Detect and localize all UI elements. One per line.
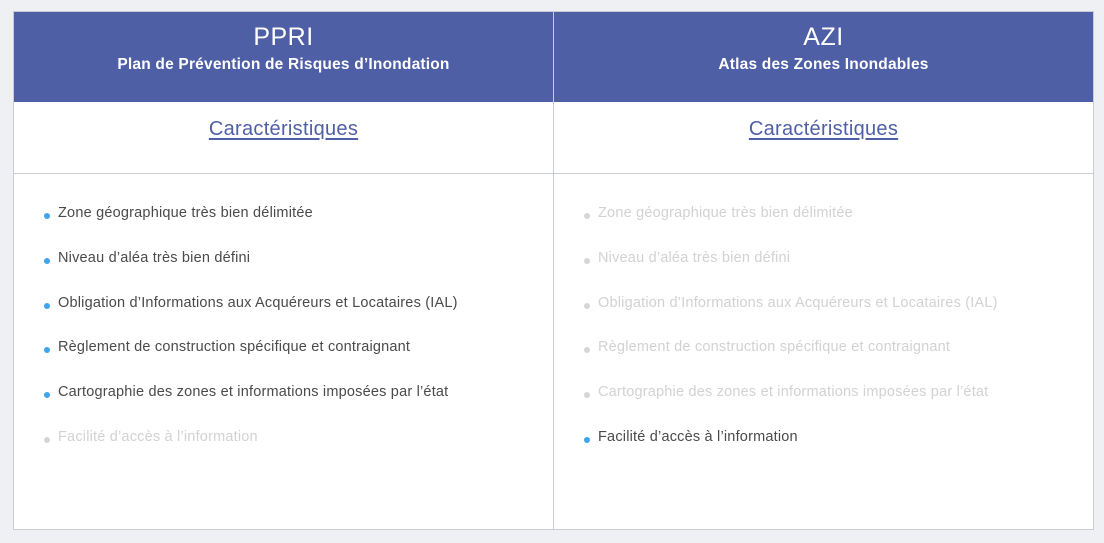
comparison-table	[13, 11, 1094, 530]
bullet-icon	[584, 258, 590, 264]
column-azi	[553, 12, 1093, 529]
feature-item	[44, 427, 553, 472]
feature-item	[584, 293, 1093, 338]
feature-label: Règlement de construction spécifique et contraignant	[598, 339, 951, 356]
feature-item	[584, 382, 1093, 427]
characteristics-link-ppri[interactable]: Caractéristiques	[208, 118, 359, 140]
feature-label: Facilité d’accès à l’information	[58, 428, 258, 445]
feature-item	[44, 248, 553, 293]
feature-label: Obligation d’Informations aux Acquéreurs et Locataires (IAL)	[58, 294, 458, 311]
feature-label: Cartographie des zones et informations imposées par l’état	[598, 384, 989, 401]
section-row	[14, 102, 553, 174]
feature-list-azi	[554, 174, 1093, 472]
bullet-icon	[44, 258, 50, 264]
bullet-icon	[584, 437, 590, 443]
feature-label: Zone géographique très bien délimitée	[598, 205, 853, 221]
bullet-icon	[584, 347, 590, 353]
feature-label: Règlement de construction spécifique et contraignant	[58, 339, 411, 356]
feature-label: Cartographie des zones et informations imposées par l’état	[58, 384, 449, 401]
feature-item	[44, 293, 553, 338]
feature-label: Niveau d’aléa très bien défini	[58, 249, 251, 266]
feature-item	[584, 248, 1093, 293]
column-title: AZI	[803, 23, 844, 51]
feature-item	[44, 203, 553, 248]
feature-label: Facilité d’accès à l’information	[598, 428, 798, 445]
bullet-icon	[44, 392, 50, 398]
bullet-icon	[44, 347, 50, 353]
feature-item	[584, 337, 1093, 382]
feature-label: Obligation d’Informations aux Acquéreurs et Locataires (IAL)	[598, 294, 998, 311]
column-header-ppri	[14, 12, 553, 102]
feature-item	[584, 427, 1093, 472]
bullet-icon	[44, 303, 50, 309]
column-ppri	[14, 12, 553, 529]
feature-item	[44, 382, 553, 427]
column-header-azi	[554, 12, 1093, 102]
bullet-icon	[584, 213, 590, 219]
bullet-icon	[584, 303, 590, 309]
column-title: PPRI	[253, 23, 314, 51]
characteristics-link-azi[interactable]: Caractéristiques	[748, 118, 899, 140]
column-subtitle: Plan de Prévention de Risques d’Inondation	[117, 56, 450, 73]
feature-label: Zone géographique très bien délimitée	[58, 205, 313, 221]
feature-item	[584, 203, 1093, 248]
feature-label: Niveau d’aléa très bien défini	[598, 249, 791, 266]
column-subtitle: Atlas des Zones Inondables	[718, 56, 929, 73]
bullet-icon	[44, 437, 50, 443]
section-row	[554, 102, 1093, 174]
bullet-icon	[584, 392, 590, 398]
bullet-icon	[44, 213, 50, 219]
feature-item	[44, 337, 553, 382]
feature-list-ppri	[14, 174, 553, 472]
